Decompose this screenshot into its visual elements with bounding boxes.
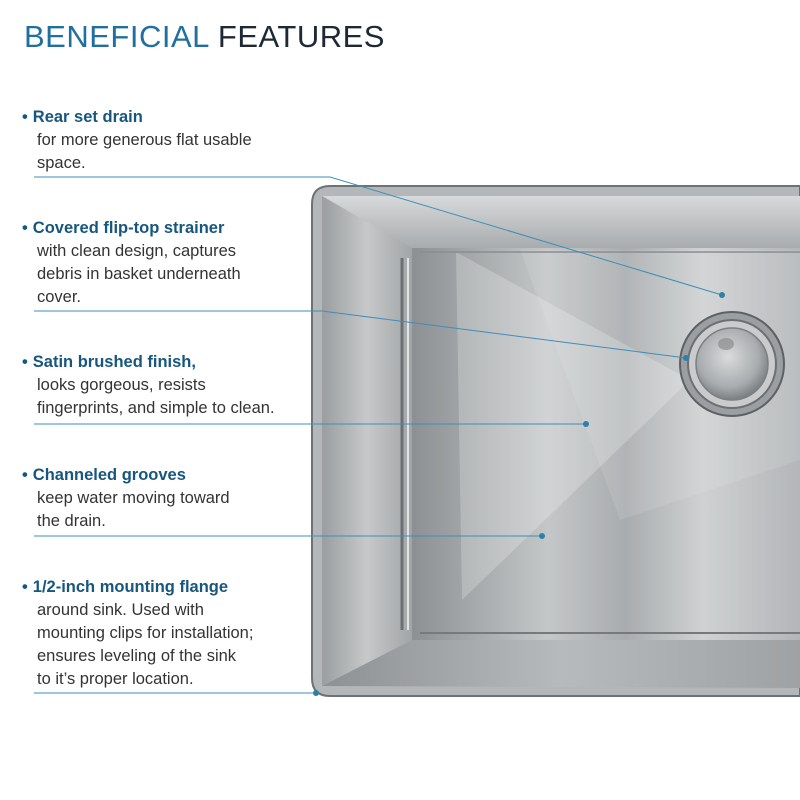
feature-title-text: Covered flip-top strainer [32,219,225,237]
feature-rear-set-drain [22,106,322,175]
feature-title [22,217,322,240]
page-title [24,18,385,56]
title-word-beneficial: BENEFICIAL [24,19,210,54]
bullet-icon: • [22,353,28,371]
bullet-icon: • [22,578,28,596]
bullet-icon: • [22,219,28,237]
feature-satin-finish [22,351,322,420]
feature-title [22,576,322,599]
feature-title [22,106,322,129]
feature-description: keep water moving toward the drain. [37,489,230,530]
feature-description: for more generous flat usable space. [37,131,252,172]
feature-description: looks gorgeous, resists fingerprints, and simple to clean. [37,376,275,417]
feature-title-text: Satin brushed finish, [32,353,196,371]
feature-description: around sink. Used with mounting clips for installation; ensures leveling of the sink to it’s proper location. [37,601,254,688]
title-word-features: FEATURES [217,19,385,54]
bullet-icon: • [22,108,28,126]
feature-title [22,464,322,487]
feature-mounting-flange [22,576,322,691]
bullet-icon: • [22,466,28,484]
feature-title [22,351,322,374]
feature-title-text: Rear set drain [32,108,143,126]
feature-channeled-grooves [22,464,322,533]
feature-title-text: Channeled grooves [32,466,186,484]
feature-title-text: 1/2-inch mounting flange [32,578,229,596]
feature-description: with clean design, captures debris in basket underneath cover. [37,242,241,306]
feature-flip-top-strainer [22,217,322,309]
